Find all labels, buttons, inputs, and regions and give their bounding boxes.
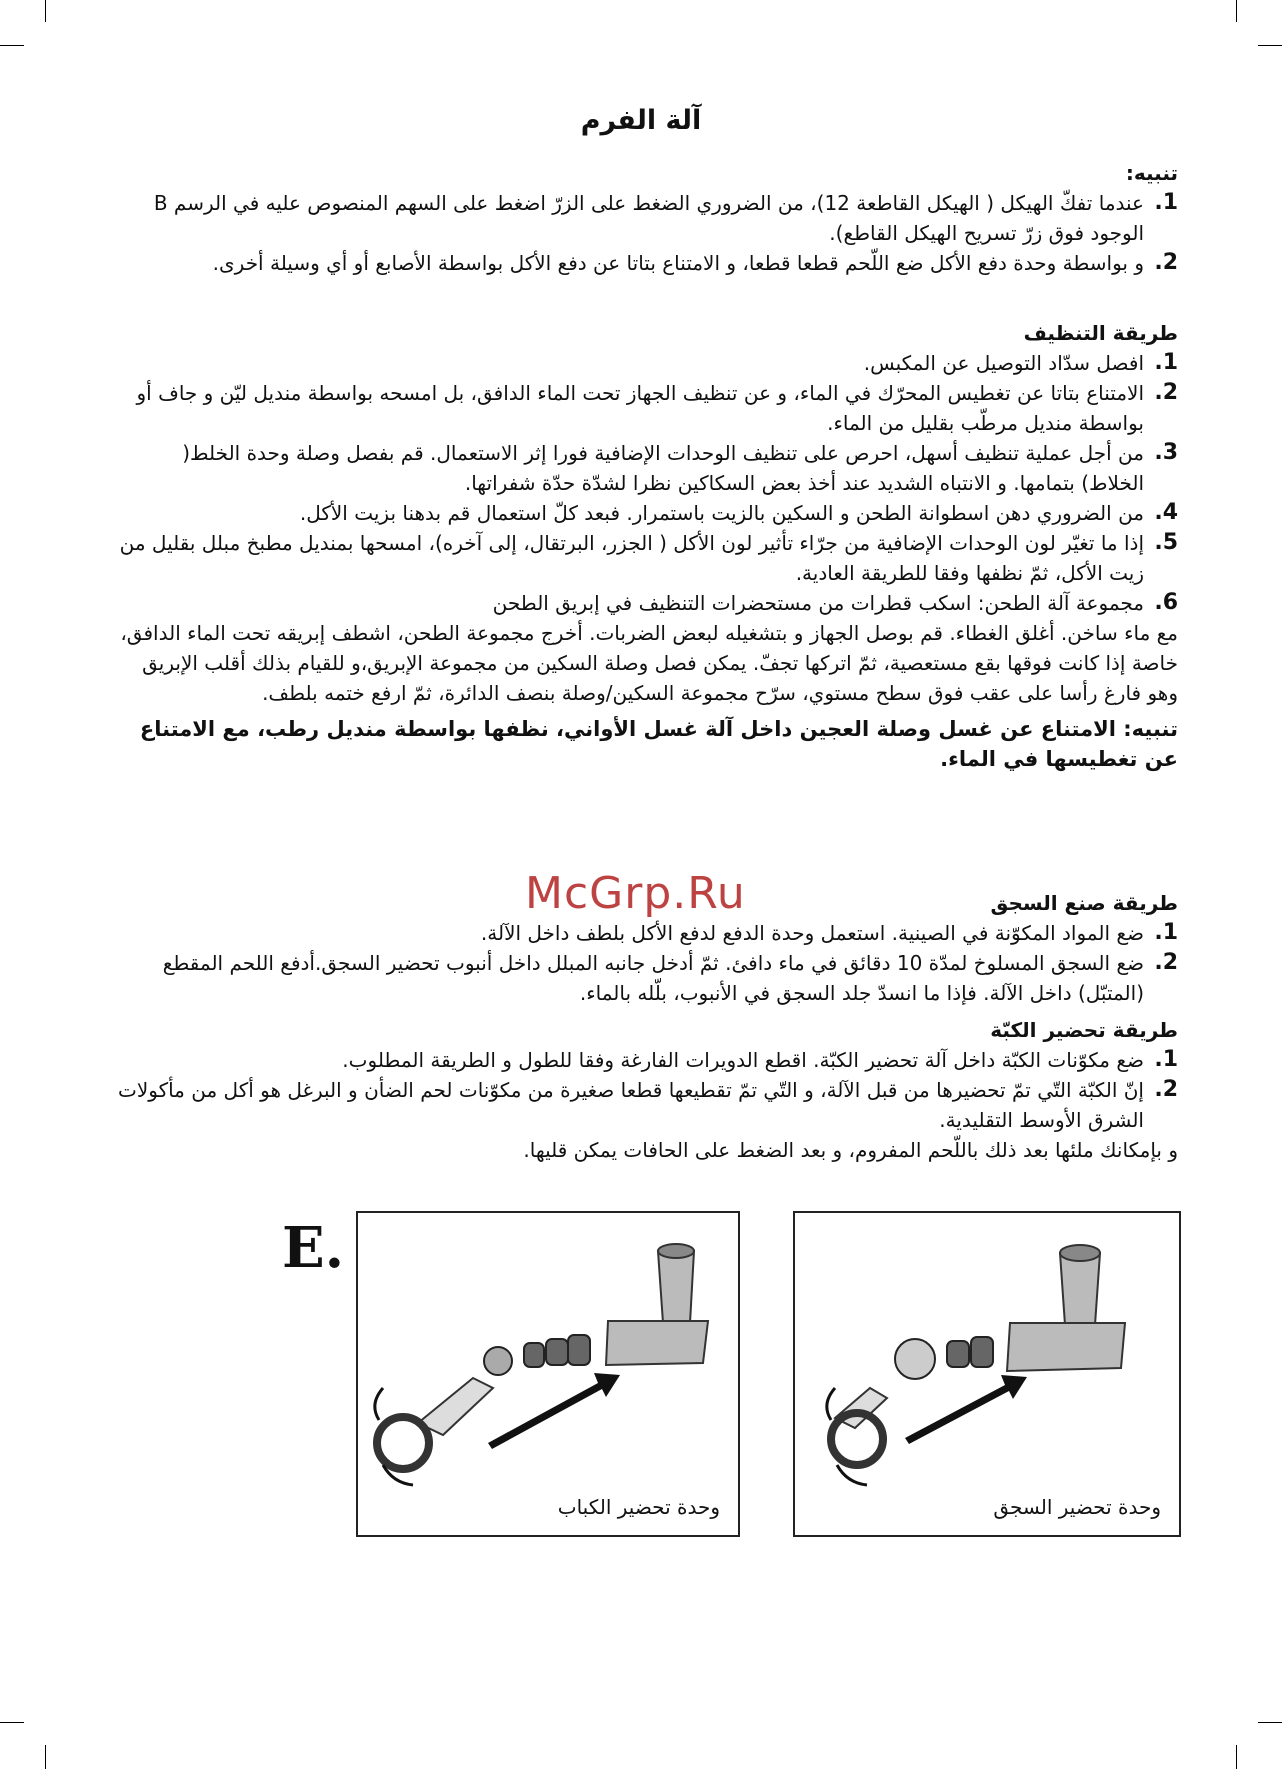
kebab-unit-figure bbox=[356, 1211, 740, 1537]
kibbeh-paragraph: و بإمكانك ملئها بعد ذلك باللّحم المفروم، و بعد الضغط على الحافات يمكن قليها. bbox=[523, 1138, 1178, 1162]
kebab-unit-illustration bbox=[358, 1213, 738, 1535]
list-item: 1. ضع مكوّنات الكبّة داخل آلة تحضير الكبّة. اقطع الدويرات الفارغة وفقا للطول و الطريقة المطلوب. bbox=[342, 1047, 1178, 1072]
list-item: 2. و بواسطة وحدة دفع الأكل ضع اللّحم قطعا قطعا، و الامتناع بتاتا عن دفع الأكل بواسطة الأصابع أو أي وسيلة أخرى. bbox=[212, 250, 1178, 275]
sausage-list bbox=[118, 918, 1178, 1008]
sausage-unit-figure bbox=[793, 1211, 1181, 1537]
warning-section bbox=[118, 158, 1178, 278]
warning-heading: تنبيه: bbox=[1125, 161, 1178, 185]
kebab-caption: وحدة تحضير الكباب bbox=[557, 1495, 720, 1519]
figure-letter: E. bbox=[282, 1215, 345, 1281]
list-item: 5. إذا ما تغيّر لون الوحدات الإضافية من جرّاء تأثير لون الأكل ( الجزر، البرتقال، إلى آخره)، امسحها بمنديل مطبخ مبلل بقليل من زيت الأكل، ثمّ نظفها وفقا للطريقة العادية. bbox=[119, 530, 1178, 585]
list-item: 1. افصل سدّاد التوصيل عن المكبس. bbox=[863, 350, 1178, 375]
crop-mark bbox=[1258, 45, 1282, 46]
sausage-caption: وحدة تحضير السجق bbox=[993, 1495, 1161, 1519]
warning-list bbox=[118, 188, 1178, 278]
cleaning-list bbox=[118, 348, 1178, 618]
list-item: 2. الامتناع بتاتا عن تغطيس المحرّك في الماء، و عن تنظيف الجهاز تحت الماء الدافق، بل امسحه بواسطة منديل ليّن و جاف أو بواسطة منديل مرطّب بقليل من الماء. bbox=[136, 380, 1178, 435]
list-item: 2. ضع السجق المسلوخ لمدّة 10 دقائق في ماء دافئ. ثمّ أدخل جانبه المبلل داخل أنبوب تحضير السجق.أدفع اللحم المقطع (المتبّل) داخل الآلة. فإذا ما انسدّ جلد السجق في الأنبوب، بلّله بالماء. bbox=[162, 950, 1178, 1005]
kibbeh-list bbox=[118, 1045, 1178, 1135]
crop-mark bbox=[0, 1722, 24, 1723]
crop-mark bbox=[1236, 1745, 1237, 1769]
crop-mark bbox=[45, 0, 46, 22]
list-item: 1. ضع المواد المكوّنة في الصينية. استعمل وحدة الدفع لدفع الأكل بلطف داخل الآلة. bbox=[480, 920, 1178, 945]
kibbeh-heading: طريقة تحضير الكبّة bbox=[990, 1018, 1178, 1042]
page-title: آلة الفرم bbox=[580, 105, 702, 136]
crop-mark bbox=[1236, 0, 1237, 22]
list-item: 1. عندما تفكّ الهيكل ( الهيكل القاطعة 12)، من الضروري الضغط على الزرّ اضغط على السهم المنصوص عليه في الرسم B الوجود فوق زرّ تسريح الهيكل القاطع). bbox=[153, 190, 1178, 245]
list-item: 4. من الضروري دهن اسطوانة الطحن و السكين بالزيت باستمرار. فبعد كلّ استعمال قم بدهنا بزيت الأكل. bbox=[299, 500, 1178, 525]
watermark: McGrp.Ru bbox=[525, 868, 746, 919]
list-item: 6. مجموعة آلة الطحن: اسكب قطرات من مستحضرات التنظيف في إبريق الطحن bbox=[492, 590, 1178, 615]
crop-mark bbox=[45, 1745, 46, 1769]
cleaning-note: تنبيه: الامتناع عن غسل وصلة العجين داخل آلة غسل الأواني، نظفها بواسطة منديل رطب، مع الامتناع عن تغطيسها في الماء. bbox=[139, 717, 1178, 771]
list-item: 2. إنّ الكبّة التّي تمّ تحضيرها من قبل الآلة، و التّي تمّ تقطيعها قطعا صغيرة من مكوّنات لحم الضأن و البرغل هو أكل من مأكولات الشرق الأوسط التقليدية. bbox=[118, 1077, 1178, 1132]
list-item: 3. من أجل عملية تنظيف أسهل، احرص على تنظيف الوحدات الإضافية فورا إثر الاستعمال. قم بفصل وصلة وحدة الخلط( الخلاط) بتمامها. و الانتباه الشديد عند أخذ بعض السكاكين نظرا لشدّة حدّة شفراتها. bbox=[182, 440, 1178, 495]
sausage-unit-illustration bbox=[795, 1213, 1179, 1535]
cleaning-paragraph: مع ماء ساخن. أغلق الغطاء. قم بوصل الجهاز و بتشغيله لبعض الضربات. أخرج مجموعة الطحن، اشطف إبريقه تحت الماء الدافق، خاصة إذا كانت فوقها بقع مستعصية، ثمّ اتركها تجفّ. يمكن فصل وصلة السكين من مجموعة الإبريق،و للقيام بذلك أقلب الإبريق وهو فارغ رأسا على عقب فوق سطح مستوي، سرّح مجموعة السكين/وصلة بنصف الدائرة، ثمّ ارفع ختمه بلطف. bbox=[120, 621, 1178, 705]
crop-mark bbox=[1258, 1722, 1282, 1723]
cleaning-heading: طريقة التنظيف bbox=[1023, 321, 1178, 345]
crop-mark bbox=[0, 45, 24, 46]
cleaning-section bbox=[118, 318, 1178, 774]
sausage-heading: طريقة صنع السجق bbox=[990, 891, 1178, 915]
kibbeh-section bbox=[118, 1015, 1178, 1165]
